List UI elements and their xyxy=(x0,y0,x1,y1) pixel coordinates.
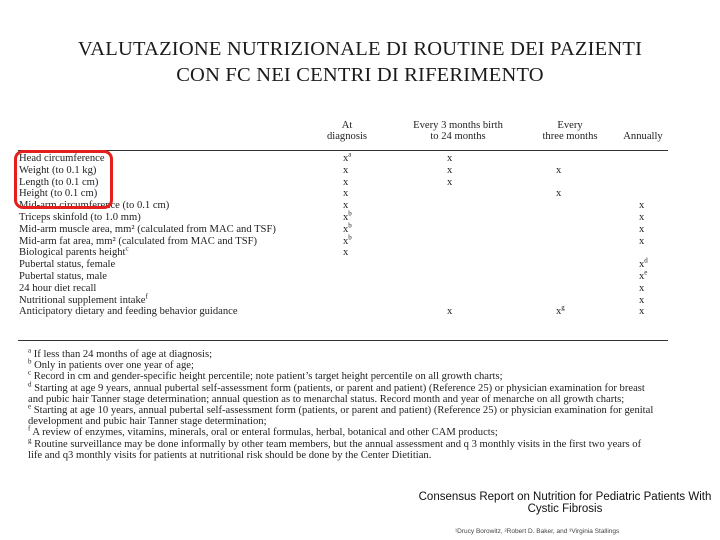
footnote-marker: g xyxy=(28,436,32,445)
footnote-marker: e xyxy=(644,268,648,277)
row-label: Nutritional supplement intake$^f$ xyxy=(19,292,148,306)
cell-birth-24-months: x xyxy=(447,164,453,176)
table-row xyxy=(18,177,668,189)
table-row xyxy=(18,283,668,295)
footnote-marker: d xyxy=(644,256,648,265)
source-line-2: Cystic Fibrosis xyxy=(527,503,603,515)
header-rule xyxy=(18,150,668,151)
cell-every-three-months: $x^g$ xyxy=(556,303,565,318)
row-label: Mid-arm circumference (to 0.1 cm) xyxy=(19,200,170,212)
row-label: Height (to 0.1 cm) xyxy=(19,188,98,200)
footnote-marker: a xyxy=(348,150,352,159)
source-line-1: Consensus Report on Nutrition for Pediatric Patients With xyxy=(418,491,712,503)
row-label: Weight (to 0.1 kg) xyxy=(19,164,97,176)
cell-annually: x xyxy=(639,294,645,306)
title-line-1: VALUTAZIONE NUTRIZIONALE DI ROUTINE DEI PAZIENTI xyxy=(77,38,643,60)
footnote-line: $^c$ Record in cm and gender-specific height percentile; note patient’s target height percentile on all growth charts; xyxy=(28,368,503,383)
header-annually: Annually xyxy=(623,131,663,142)
cell-annually: x xyxy=(639,200,645,212)
cell-annually: x xyxy=(639,212,645,223)
table-row xyxy=(18,303,668,318)
cell-birth-24-months: x xyxy=(447,306,453,318)
table-row xyxy=(18,200,668,212)
footnote-marker: e xyxy=(28,402,32,411)
header-at-diagnosis: At diagnosis xyxy=(326,120,368,142)
table-row xyxy=(18,268,668,283)
footnote-marker: g xyxy=(561,303,565,312)
footnotes xyxy=(28,346,678,461)
footer-rule xyxy=(18,340,668,341)
row-label: Length (to 0.1 cm) xyxy=(19,176,99,188)
cell-at-diagnosis: x xyxy=(343,188,349,200)
header-every-three-months: Every three months xyxy=(542,120,598,142)
row-label: Mid-arm fat area, mm² (calculated from MAC and TSF) xyxy=(19,235,258,247)
cell-annually: x xyxy=(639,235,645,247)
footnote-line: $^g$ Routine surveillance may be done informally by other team members, but the annual assessment and q 3 monthly visits in the first two years of xyxy=(28,436,642,450)
table-row xyxy=(18,150,668,165)
footnote-marker: b xyxy=(348,233,352,242)
cell-at-diagnosis: $x^b$ xyxy=(343,209,352,223)
row-label: Anticipatory dietary and feeding behavior guidance xyxy=(19,306,238,318)
table-row xyxy=(18,292,668,307)
cell-birth-24-months: x xyxy=(447,153,453,164)
row-label: Mid-arm muscle area, mm² (calculated from MAC and TSF) xyxy=(19,223,276,235)
cell-at-diagnosis: x xyxy=(343,200,349,212)
footnote-line: development and pubic hair Tanner stage determination; xyxy=(28,416,267,428)
table-row xyxy=(18,188,668,200)
footnote-marker: b xyxy=(348,209,352,218)
cell-annually: x xyxy=(639,282,645,294)
table-header xyxy=(18,120,668,148)
cell-at-diagnosis: $x^a$ xyxy=(343,150,352,164)
footnote-marker: a xyxy=(28,346,32,355)
page-title xyxy=(0,36,720,88)
title-line-2: CON FC NEI CENTRI DI RIFERIMENTO xyxy=(176,64,544,86)
row-label: Triceps skinfold (to 1.0 mm) xyxy=(19,212,141,223)
footnote-line: $^d$ Starting at age 9 years, annual pubertal self-assessment form (patients, or parent and patient) (Reference 25) or physician examination for breast xyxy=(28,380,645,394)
cell-every-three-months: x xyxy=(556,164,562,176)
footnote-line: $^f$ A review of enzymes, vitamins, minerals, oral or enteral formulas, herbal, botanical and other CAM products; xyxy=(28,424,498,439)
footnote-marker: f xyxy=(145,292,148,301)
cell-annually: x xyxy=(639,223,645,235)
footnote-line: $^a$ If less than 24 months of age at diagnosis; xyxy=(28,346,213,360)
cell-at-diagnosis: x xyxy=(343,164,349,176)
footnote-line: $^e$ Starting at age 10 years, annual pubertal self-assessment form (patients, or parent and patient) (Reference 25) or physician examination for genital xyxy=(28,402,654,417)
row-label: Pubertal status, male xyxy=(19,271,107,282)
table-row xyxy=(18,256,668,271)
row-label: Pubertal status, female xyxy=(19,259,116,271)
cell-annually: $x^d$ xyxy=(639,256,648,271)
footnote-line: and pubic hair Tanner stage determination; annual question as to menarchal status. Record month and year of menarche on all growth charts; xyxy=(28,393,625,405)
table-row xyxy=(18,165,668,177)
cell-at-diagnosis: x xyxy=(343,247,349,259)
footnote-marker: d xyxy=(28,380,32,389)
cell-annually: x xyxy=(639,306,645,318)
cell-at-diagnosis: x xyxy=(343,176,349,188)
footnote-marker: c xyxy=(125,244,129,253)
footnote-marker: b xyxy=(348,221,352,230)
footnote-line: $^b$ Only in patients over one year of age; xyxy=(28,357,194,372)
table-row xyxy=(18,209,668,224)
cell-every-three-months: x xyxy=(556,188,562,200)
row-label: Biological parents height$^c$ xyxy=(19,244,129,259)
cell-annually: $x^e$ xyxy=(639,268,648,282)
footnote-line: life and q3 monthly visits for patients at nutritional risk should be done by the Center Dietitian. xyxy=(28,449,432,461)
cell-at-diagnosis: $x^b$ xyxy=(343,221,352,235)
header-every-3-months-birth: Every 3 months birth to 24 months xyxy=(413,120,503,142)
cell-birth-24-months: x xyxy=(447,176,453,188)
source-authors: ¹Drucy Borowitz, ²Robert D. Baker, and ³Virginia Stallings xyxy=(455,528,620,535)
footnote-marker: b xyxy=(28,357,32,366)
row-label: 24 hour diet recall xyxy=(19,282,97,294)
table-row xyxy=(18,233,668,248)
footnote-marker: f xyxy=(28,424,31,433)
row-label: Head circumference xyxy=(19,153,105,164)
highlight-box xyxy=(14,150,113,209)
table-row xyxy=(18,244,668,259)
source-citation xyxy=(415,491,715,515)
cell-at-diagnosis: $x^b$ xyxy=(343,233,352,247)
footnote-marker: c xyxy=(28,368,32,377)
table-row xyxy=(18,221,668,236)
